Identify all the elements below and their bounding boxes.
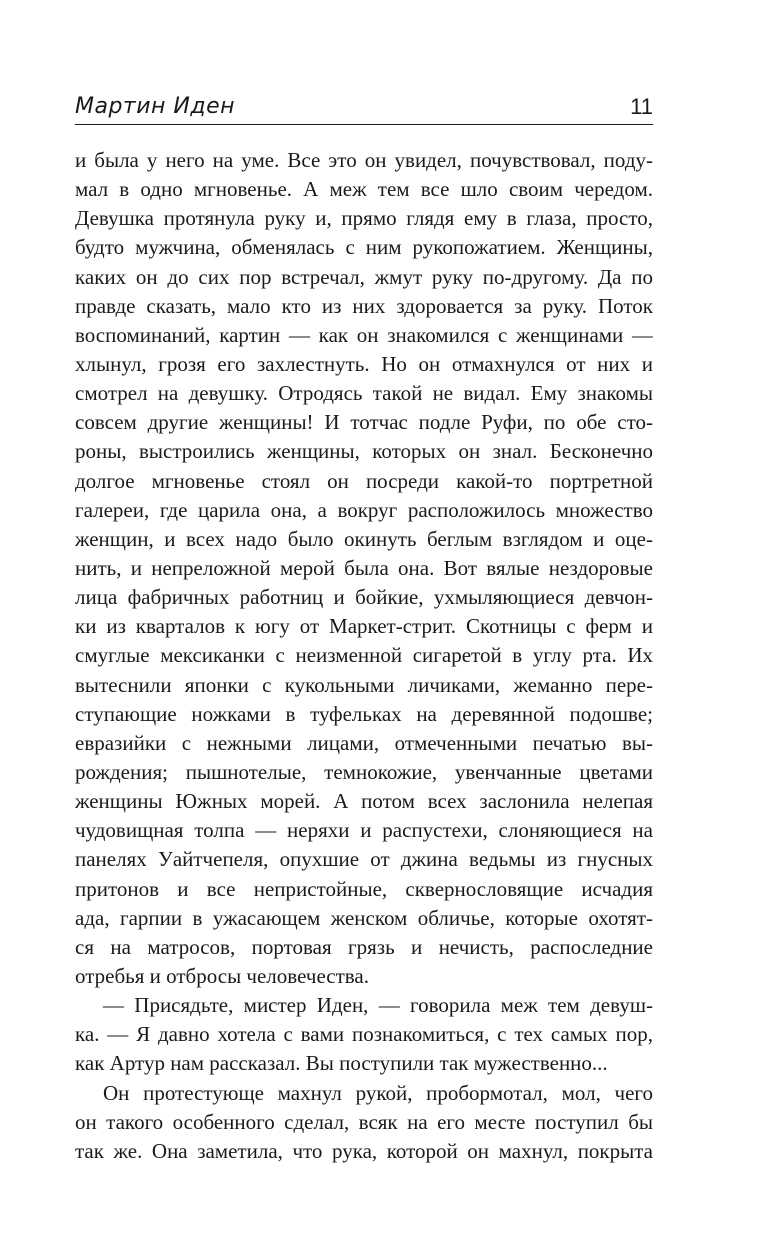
text-line: галереи, где царила она, а вокруг расположилось множество: [75, 497, 653, 522]
text-line: воспоминаний, картин — как он знакомился с женщинами —: [75, 322, 653, 347]
text-line: ся на матросов, портовая грязь и нечисть, распоследние: [75, 934, 653, 959]
text-line: евразийки с нежными лицами, отмеченными печатью вы-: [75, 730, 653, 755]
text-line: женщины Южных морей. А потом всех заслонила нелепая: [75, 789, 653, 814]
running-header: [75, 92, 653, 125]
paragraph-end-line: отребья и отбросы человечества.: [75, 963, 369, 988]
text-line: долгое мгновенье стоял он посреди какой-то портретной: [75, 468, 653, 493]
text-line: хлынул, грозя его захлестнуть. Но он отмахнулся от них и: [75, 351, 653, 376]
text-line: рождения; пышнотелые, темнокожие, увенчанные цветами: [75, 759, 653, 784]
page-number: 11: [630, 94, 653, 119]
paragraph-start-line: Он протестующе махнул рукой, пробормотал, мол, чего: [103, 1080, 653, 1105]
text-line: мал в одно мгновенье. А меж тем все шло своим чередом.: [75, 177, 653, 202]
text-line: ка. — Я давно хотела с вами познакомиться, с тех самых пор,: [75, 1022, 653, 1047]
text-line: чудовищная толпа — неряхи и распустехи, слоняющиеся на: [75, 818, 653, 843]
text-line: смуглые мексиканки с неизменной сигаретой в углу рта. Их: [75, 643, 653, 668]
text-line: вытеснили японки с кукольными личиками, жеманно пере-: [75, 672, 653, 697]
text-line: лица фабричных работниц и бойкие, ухмыляющиеся девчон-: [75, 585, 653, 610]
text-line: ада, гарпии в ужасающем женском обличье, которые охотят-: [75, 905, 653, 930]
text-line: Девушка протянула руку и, прямо глядя ему в глаза, просто,: [75, 206, 653, 231]
book-title: Мартин Иден: [75, 94, 236, 119]
text-line: притонов и все непристойные, сквернословящие исчадия: [75, 876, 653, 901]
text-line: он такого особенного сделал, всяк на его месте поступил бы: [75, 1109, 653, 1134]
body-text: [75, 146, 653, 1166]
paragraph-end-line: как Артур нам рассказал. Вы поступили так мужественно...: [75, 1051, 608, 1076]
text-line: так же. Она заметила, что рука, которой он махнул, покрыта: [75, 1138, 653, 1163]
text-line: и была у него на уме. Все это он увидел, почувствовал, поду-: [75, 148, 653, 172]
text-line: каких он до сих пор встречал, жмут руку по-другому. Да по: [75, 264, 653, 289]
text-line: панелях Уайтчепеля, опухшие от джина ведьмы из гнусных: [75, 847, 653, 872]
text-line: нить, и непреложной мерой была она. Вот вялые нездоровые: [75, 555, 653, 580]
text-line: ступающие ножками в туфельках на деревянной подошве;: [75, 701, 653, 726]
text-line: правде сказать, мало кто из них здоровается за руку. Поток: [75, 293, 653, 318]
paragraph-start-line: — Присядьте, мистер Иден, — говорила меж тем девуш-: [103, 993, 653, 1018]
text-line: совсем другие женщины! И тотчас подле Руфи, по обе сто-: [75, 410, 653, 435]
text-line: ки из кварталов к югу от Маркет-стрит. Скотницы с ферм и: [75, 614, 653, 639]
text-line: смотрел на девушку. Отродясь такой не видал. Ему знакомы: [75, 381, 653, 406]
text-line: женщин, и всех надо было окинуть беглым взглядом и оце-: [75, 526, 653, 551]
text-line: роны, выстроились женщины, которых он знал. Бесконечно: [75, 439, 653, 464]
text-line: будто мужчина, обменялась с ним рукопожатием. Женщины,: [75, 235, 653, 260]
